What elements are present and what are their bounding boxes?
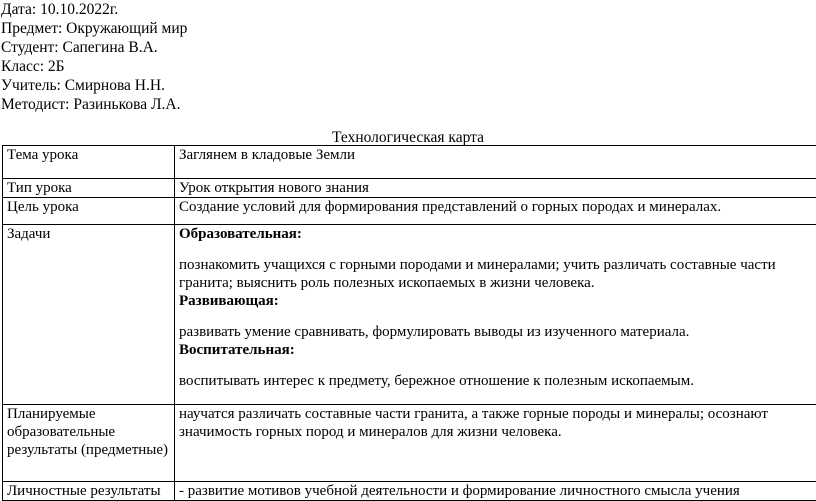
row-value-type: Урок открытия нового знания	[175, 179, 816, 198]
row-value-planned: научатся различать составные части гранита, а также горные породы и минералы; осознают значимость горных пород и минералов для жизни человека.	[175, 405, 816, 482]
row-label-topic: Тема урока	[3, 146, 175, 179]
document-header	[1, 0, 187, 114]
date-line: Дата: 10.10.2022г.	[1, 0, 187, 19]
table-row	[3, 198, 816, 225]
row-value-topic: Заглянем в кладовые Земли	[175, 146, 816, 179]
table-row	[3, 179, 816, 198]
technological-map-table	[2, 145, 816, 501]
row-label-personal: Личностные результаты	[3, 482, 175, 501]
row-label-type: Тип урока	[3, 179, 175, 198]
teacher-line: Учитель: Смирнова Н.Н.	[1, 76, 187, 95]
table-row	[3, 225, 816, 405]
table-caption: Технологическая карта	[0, 129, 816, 147]
row-label-goal: Цель урока	[3, 198, 175, 225]
row-value-goal: Создание условий для формирования представлений о горных породах и минералах.	[175, 198, 816, 225]
subject-line: Предмет: Окружающий мир	[1, 19, 187, 38]
table-row	[3, 405, 816, 482]
row-label-tasks: Задачи	[3, 225, 175, 405]
row-label-planned: Планируемые образовательные результаты (предметные)	[3, 405, 175, 482]
educational-title: Образовательная:	[179, 225, 816, 243]
row-value-personal: - развитие мотивов учебной деятельности и формирование личностного смысла учения	[175, 482, 816, 501]
table-row	[3, 482, 816, 501]
upbringing-text: воспитывать интерес к предмету, бережное отношение к полезным ископаемым.	[179, 372, 816, 404]
educational-text: познакомить учащихся с горными породами и минералами; учить различать составные части гранита; выяснить роль полезных ископаемых в жизни человека.	[179, 256, 816, 292]
developing-text: развивать умение сравнивать, формулировать выводы из изученного материала.	[179, 323, 816, 341]
methodist-line: Методист: Разинькова Л.А.	[1, 95, 187, 114]
developing-title: Развивающая:	[179, 292, 816, 310]
class-line: Класс: 2Б	[1, 57, 187, 76]
row-value-tasks	[175, 225, 816, 405]
student-line: Студент: Сапегина В.А.	[1, 38, 187, 57]
upbringing-title: Воспитательная:	[179, 341, 816, 359]
table-row	[3, 146, 816, 179]
